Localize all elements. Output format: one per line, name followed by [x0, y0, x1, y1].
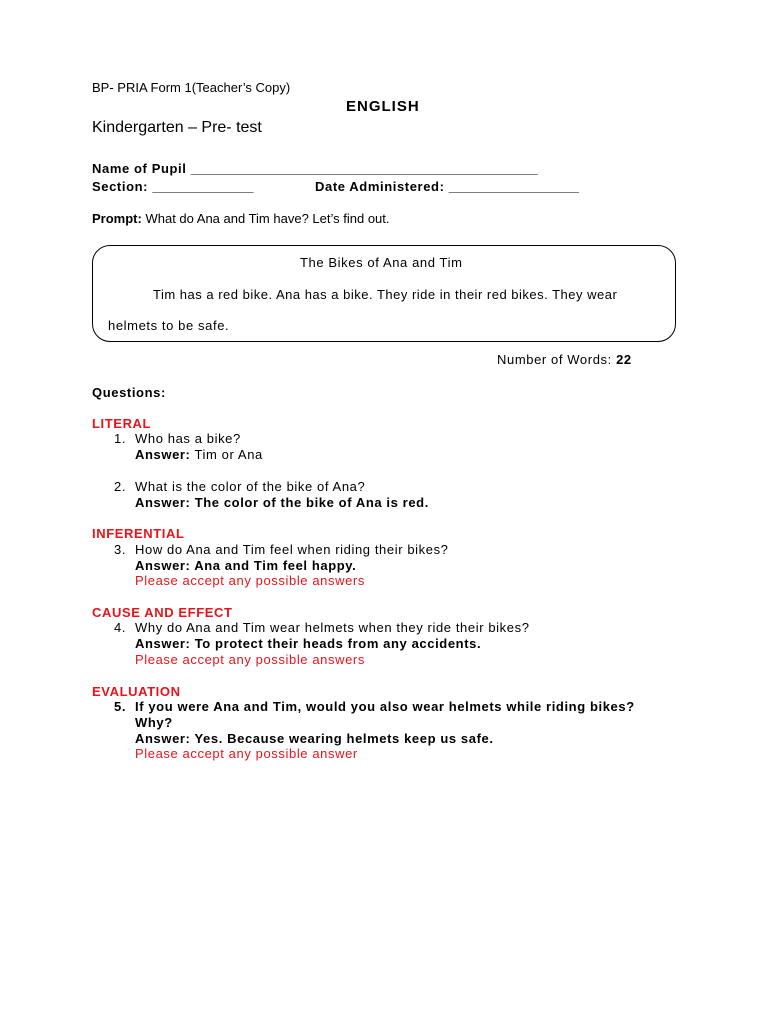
- pupil-name-field: [92, 161, 538, 176]
- answer-line: [135, 447, 263, 462]
- question-number: 4.: [114, 620, 127, 635]
- word-count: [497, 352, 632, 367]
- pupil-name-label: Name of Pupil: [92, 161, 187, 176]
- answer-label: Answer:: [135, 636, 191, 651]
- answer-line: [135, 731, 494, 746]
- answer-label: Answer:: [135, 447, 191, 462]
- prompt: [92, 211, 390, 226]
- story-title: The Bikes of Ana and Tim: [300, 255, 463, 270]
- pupil-name-line: ________________________________________________: [190, 161, 538, 176]
- story-line-2: helmets to be safe.: [108, 318, 230, 333]
- question-text: Who has a bike?: [135, 431, 241, 446]
- section-line: ______________: [152, 179, 254, 194]
- story-line-1: Tim has a red bike. Ana has a bike. They ride in their red bikes. They wear: [153, 287, 618, 302]
- question-number: 2.: [114, 479, 127, 494]
- form-label: BP- PRIA Form 1(Teacher’s Copy): [92, 80, 291, 95]
- level-title: Kindergarten – Pre- test: [92, 119, 262, 136]
- question-text: What is the color of the bike of Ana?: [135, 479, 366, 494]
- date-field: [315, 179, 579, 194]
- question-number: 3.: [114, 542, 127, 557]
- question-text: If you were Ana and Tim, would you also wear helmets while riding bikes?: [135, 699, 635, 714]
- section-title-inferential: INFERENTIAL: [92, 526, 185, 541]
- section-title-cause-and-effect: CAUSE AND EFFECT: [92, 605, 233, 620]
- answer-label: Answer:: [135, 495, 191, 510]
- question-text: Why do Ana and Tim wear helmets when they ride their bikes?: [135, 620, 530, 635]
- section-field: [92, 179, 254, 194]
- answer-text: To protect their heads from any accidents.: [194, 636, 482, 651]
- question-number: 1.: [114, 431, 127, 446]
- answer-note: Please accept any possible answers: [135, 652, 365, 667]
- question-text: Why?: [135, 715, 173, 730]
- answer-line: [135, 558, 356, 573]
- date-line: __________________: [448, 179, 579, 194]
- prompt-label: Prompt:: [92, 211, 142, 226]
- answer-text: Yes. Because wearing helmets keep us safe.: [194, 731, 494, 746]
- questions-heading: Questions:: [92, 385, 166, 400]
- answer-line: [135, 636, 481, 651]
- answer-label: Answer:: [135, 731, 191, 746]
- section-label: Section:: [92, 179, 149, 194]
- word-count-label: Number of Words:: [497, 352, 612, 367]
- question-text: How do Ana and Tim feel when riding their bikes?: [135, 542, 449, 557]
- answer-label: Answer:: [135, 558, 191, 573]
- answer-note: Please accept any possible answers: [135, 573, 365, 588]
- subject-title: ENGLISH: [346, 98, 420, 115]
- answer-text: Tim or Ana: [194, 447, 263, 462]
- section-title-literal: LITERAL: [92, 416, 152, 431]
- date-label: Date Administered:: [315, 179, 445, 194]
- answer-text: Ana and Tim feel happy.: [194, 558, 357, 573]
- question-number: 5.: [114, 699, 127, 714]
- answer-text: The color of the bike of Ana is red.: [194, 495, 429, 510]
- word-count-value: 22: [616, 352, 632, 367]
- answer-line: [135, 495, 429, 510]
- prompt-text: What do Ana and Tim have? Let’s find out.: [145, 211, 390, 226]
- answer-note: Please accept any possible answer: [135, 746, 358, 761]
- section-title-evaluation: EVALUATION: [92, 684, 181, 699]
